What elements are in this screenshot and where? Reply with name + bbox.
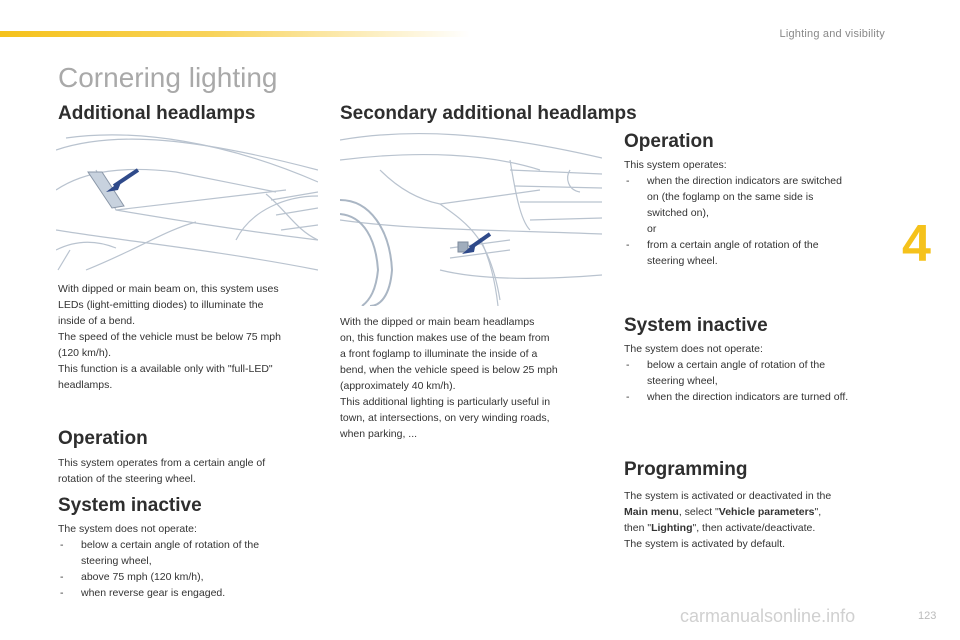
list-item: - from a certain angle of rotation of the steering wheel. — [624, 237, 904, 269]
watermark: carmanualsonline.info — [680, 606, 856, 626]
list-item: - above 75 mph (120 km/h), — [58, 569, 328, 585]
foglamp-illustration — [340, 130, 602, 306]
header-accent-bar — [0, 31, 470, 37]
inactive-right-intro: The system does not operate: — [624, 343, 763, 355]
headlamp-illustration — [56, 130, 318, 276]
list-item: - below a certain angle of rotation of the steering wheel, — [58, 537, 328, 569]
heading-programming: Programming — [624, 459, 748, 480]
programming-text: The system is activated or deactivated in the Main menu, select "Vehicle parameters", then "Lighting", then activate/deactivate. The system is activated by default. — [624, 490, 832, 550]
heading-operation-right: Operation — [624, 131, 714, 152]
list-item: - when reverse gear is engaged. — [58, 585, 328, 601]
additional-headlamps-text: With dipped or main beam on, this system uses LEDs (light-emitting diodes) to illuminate the inside of a bend. The speed of the vehicle must be below 75 mph (120 km/h). This function is a available only with "full-LED" headlamps. — [58, 283, 281, 391]
page-title: Cornering lighting — [58, 62, 278, 93]
operation-right-intro: This system operates: — [624, 159, 727, 171]
heading-system-inactive-left: System inactive — [58, 495, 202, 516]
inactive-left-intro: The system does not operate: — [58, 523, 197, 535]
heading-additional-headlamps: Additional headlamps — [58, 103, 256, 124]
chapter-number: 4 — [902, 215, 931, 273]
heading-system-inactive-right: System inactive — [624, 315, 768, 336]
heading-secondary-additional-headlamps: Secondary additional headlamps — [340, 103, 637, 124]
pointer-arrow-icon — [106, 170, 138, 192]
inactive-right-list — [624, 357, 904, 405]
page-number: 123 — [918, 610, 937, 622]
section-header: Lighting and visibility — [779, 28, 885, 40]
operation-left-text: This system operates from a certain angle of rotation of the steering wheel. — [58, 457, 266, 485]
list-separator: or — [647, 223, 657, 235]
list-item: - when the direction indicators are turned off. — [624, 389, 904, 405]
list-item: - when the direction indicators are switched on (the foglamp on the same side is switched on), — [624, 173, 904, 221]
list-item: - below a certain angle of rotation of the steering wheel, — [624, 357, 904, 389]
operation-right-list — [624, 173, 904, 269]
heading-operation-left: Operation — [58, 428, 148, 449]
secondary-headlamps-text: With the dipped or main beam headlamps on, this function makes use of the beam from a front foglamp to illuminate the inside of a bend, when the vehicle speed is below 25 mph (approximately 40 km/h). This additional lighting is particularly useful in town, at intersections, on very winding roads, when parking, ... — [340, 316, 558, 440]
inactive-left-list — [58, 537, 328, 601]
